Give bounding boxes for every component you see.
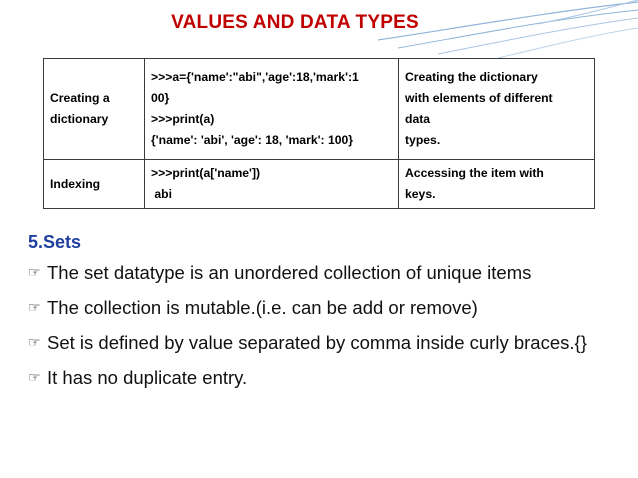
description-line: types. <box>405 133 441 147</box>
table-row <box>44 59 595 160</box>
code-line: >>>a={'name':"abi",'age':18,'mark':1 <box>151 70 359 84</box>
code-line: 00} <box>151 91 170 105</box>
table-cell-description <box>399 160 595 209</box>
bullet-item <box>28 260 628 285</box>
code-line: >>>print(a) <box>151 112 215 126</box>
table-cell-code <box>145 59 399 160</box>
slide-title: VALUES AND DATA TYPES <box>171 12 419 33</box>
description-line: Accessing the item with <box>405 166 544 180</box>
table-cell-code <box>145 160 399 209</box>
table-cell-label: Creating a dictionary <box>44 59 145 160</box>
table-cell-label: Indexing <box>44 160 145 209</box>
section-heading: 5.Sets <box>28 232 82 252</box>
sets-section <box>28 232 628 400</box>
dictionary-examples-table <box>43 58 595 209</box>
bullet-text: It has no duplicate entry. <box>47 367 248 388</box>
bullet-text: Set is defined by value separated by comma inside curly braces.{} <box>47 332 587 353</box>
bullet-text: The collection is mutable.(i.e. can be add or remove) <box>47 297 478 318</box>
table-cell-description <box>399 59 595 160</box>
pointing-hand-icon: ☞ <box>28 264 41 280</box>
description-line: with elements of different <box>405 91 553 105</box>
bullet-item <box>28 365 628 390</box>
bullet-text: The set datatype is an unordered collection of unique items <box>47 262 532 283</box>
pointing-hand-icon: ☞ <box>28 369 41 385</box>
bullet-item <box>28 330 625 355</box>
pointing-hand-icon: ☞ <box>28 334 41 350</box>
pointing-hand-icon: ☞ <box>28 299 41 315</box>
description-line: Creating the dictionary <box>405 70 538 84</box>
bullet-item <box>28 295 628 320</box>
table-row <box>44 160 595 209</box>
description-line: keys. <box>405 187 436 201</box>
code-line: {'name': 'abi', 'age': 18, 'mark': 100} <box>151 133 354 147</box>
code-line: abi <box>151 187 172 201</box>
code-line: >>>print(a['name']) <box>151 166 261 180</box>
description-line: data <box>405 112 431 126</box>
